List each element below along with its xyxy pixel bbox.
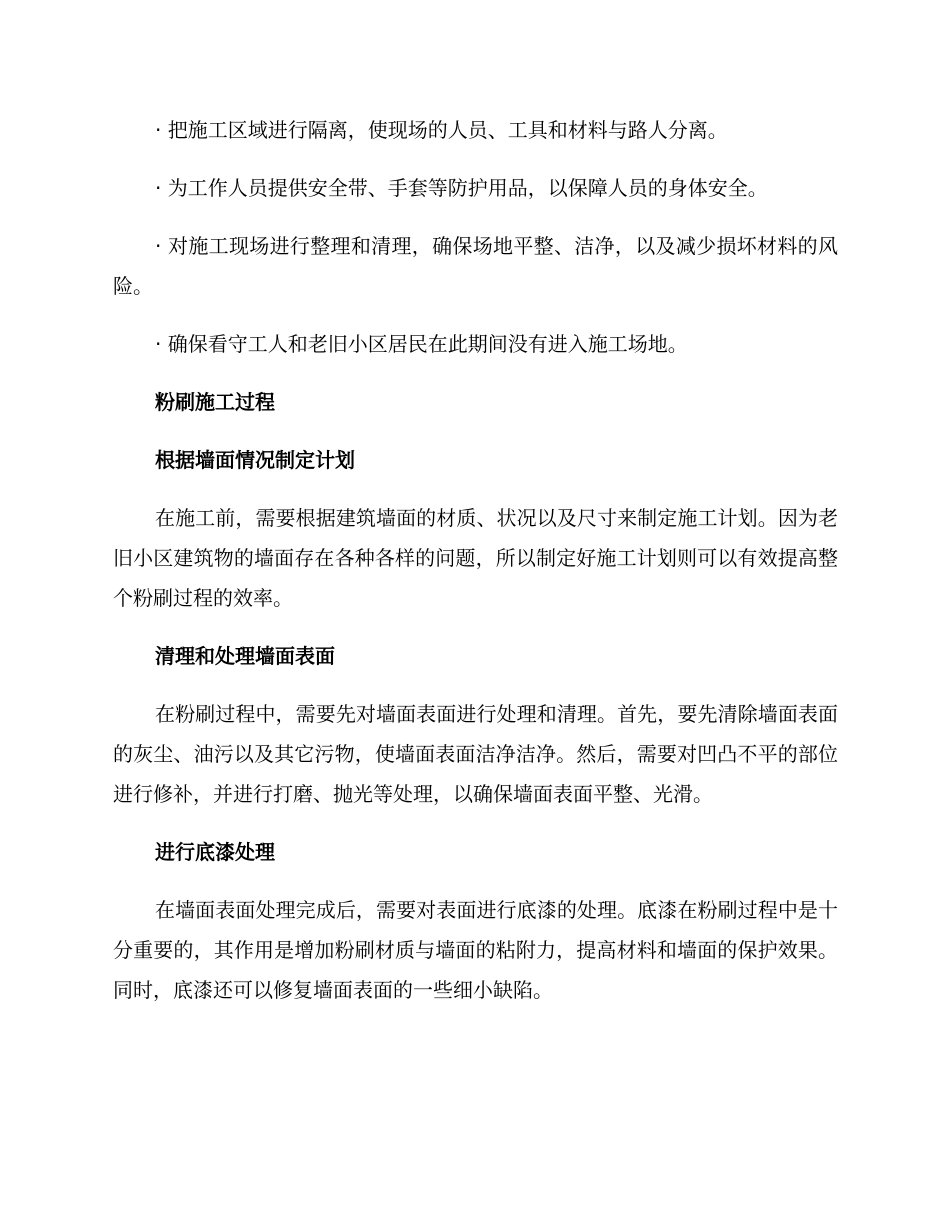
section-title: 粉刷施工过程: [155, 390, 275, 414]
subsection-heading: 清理和处理墙面表面: [155, 644, 335, 668]
subsection-heading: 进行底漆处理: [155, 840, 275, 864]
body-paragraph: 在施工前，需要根据建筑墙面的材质、状况以及尺寸来制定施工计划。因为老旧小区建筑物的墙面存在各种各样的问题，所以制定好施工计划则可以有效提高整个粉刷过程的效率。: [113, 506, 838, 610]
bullet-item: · 对施工现场进行整理和清理，确保场地平整、洁净，以及减少损坏材料的风险。: [113, 234, 838, 298]
body-paragraph: 在墙面表面处理完成后，需要对表面进行底漆的处理。底漆在粉刷过程中是十分重要的，其作用是增加粉刷材质与墙面的粘附力，提高材料和墙面的保护效果。同时，底漆还可以修复墙面表面的一些细小缺陷。: [113, 898, 838, 1002]
bullet-item: · 确保看守工人和老旧小区居民在此期间没有进入施工场地。: [155, 332, 688, 356]
subsection-heading: 根据墙面情况制定计划: [155, 448, 355, 472]
body-paragraph: 在粉刷过程中，需要先对墙面表面进行处理和清理。首先，要先清除墙面表面的灰尘、油污以及其它污物，使墙面表面洁净洁净。然后，需要对凹凸不平的部位进行修补，并进行打磨、抛光等处理，以确保墙面表面平整、光滑。: [113, 702, 838, 806]
bullet-item: · 为工作人员提供安全带、手套等防护用品，以保障人员的身体安全。: [155, 176, 768, 200]
bullet-item: · 把施工区域进行隔离，使现场的人员、工具和材料与路人分离。: [155, 118, 728, 142]
